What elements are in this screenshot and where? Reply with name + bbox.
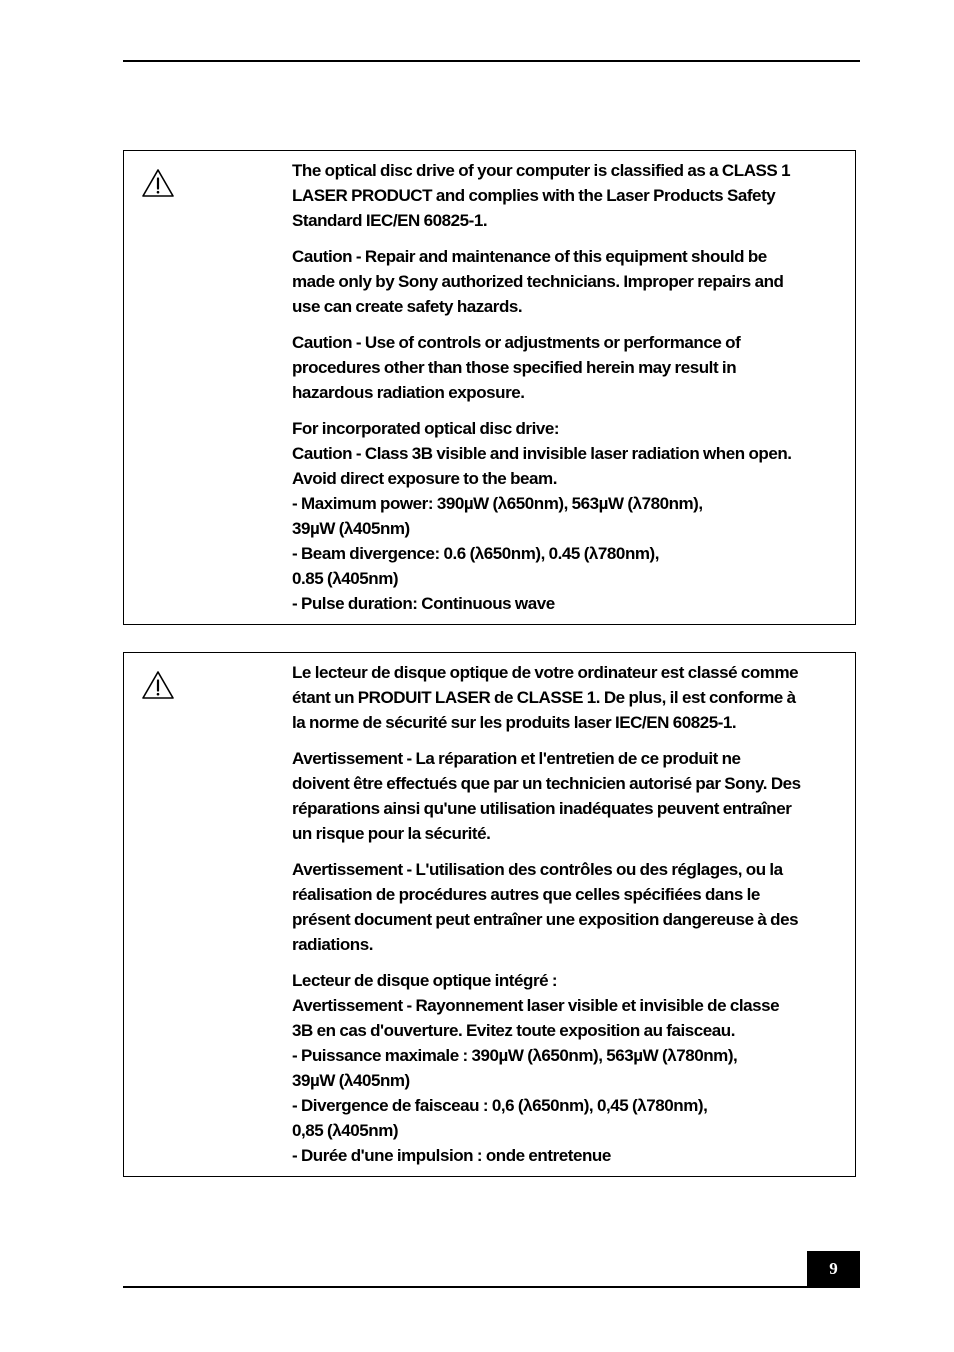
warning-triangle-icon: [140, 167, 176, 199]
page-number: 9: [807, 1251, 860, 1287]
header-rule: [123, 60, 860, 62]
footer-rule: [123, 1286, 860, 1288]
warning-triangle-icon: [140, 669, 176, 701]
english-laser-warning-box: [123, 150, 856, 625]
english-repair-caution-paragraph: Caution - Repair and maintenance of this equipment should be made only by Sony authorized technicians. Improper repairs and use can create safety hazards.: [292, 247, 784, 316]
english-drive-specs-paragraph: For incorporated optical disc drive: Caution - Class 3B visible and invisible laser radiation when open. Avoid direct exposure to the beam. - Maximum power: 390µW (λ650nm), 563µW (λ780nm), 39µW (λ405nm) - Beam divergence: 0.6 (λ650nm), 0.45 (λ780nm), 0.85 (λ405nm) - Pulse duration: Continuous wave: [292, 419, 792, 613]
french-classification-paragraph: Le lecteur de disque optique de votre ordinateur est classé comme étant un PRODUIT LASER de CLASSE 1. De plus, il est conforme à la norme de sécurité sur les produits laser IEC/EN 60825-1.: [292, 663, 799, 732]
english-controls-caution-paragraph: Caution - Use of controls or adjustments or performance of procedures other than those specified herein may result in hazardous radiation exposure.: [292, 333, 741, 402]
french-warning-text: [292, 660, 852, 1179]
french-controls-warning-paragraph: Avertissement - L'utilisation des contrôles ou des réglages, ou la réalisation de procédures autres que celles spécifiées dans le présent document peut entraîner une exposition dangereuse à des radiations.: [292, 860, 799, 954]
french-drive-specs-paragraph: Lecteur de disque optique intégré : Avertissement - Rayonnement laser visible et invisible de classe 3B en cas d'ouverture. Evitez toute exposition au faisceau. - Puissance maximale : 390µW (λ650nm), 563µW (λ780nm), 39µW (λ405nm) - Divergence de faisceau : 0,6 (λ650nm), 0,45 (λ780nm), 0,85 (λ405nm) - Durée d'une impulsion : onde entretenue: [292, 971, 780, 1165]
english-warning-text: [292, 158, 852, 627]
english-classification-paragraph: The optical disc drive of your computer is classified as a CLASS 1 LASER PRODUCT and complies with the Laser Products Safety Standard IEC/EN 60825-1.: [292, 161, 791, 230]
french-repair-warning-paragraph: Avertissement - La réparation et l'entretien de ce produit ne doivent être effectués que par un technicien autorisé par Sony. Des réparations ainsi qu'une utilisation inadéquates peuvent entraîner un risque pour la sécurité.: [292, 749, 801, 843]
french-laser-warning-box: [123, 652, 856, 1177]
